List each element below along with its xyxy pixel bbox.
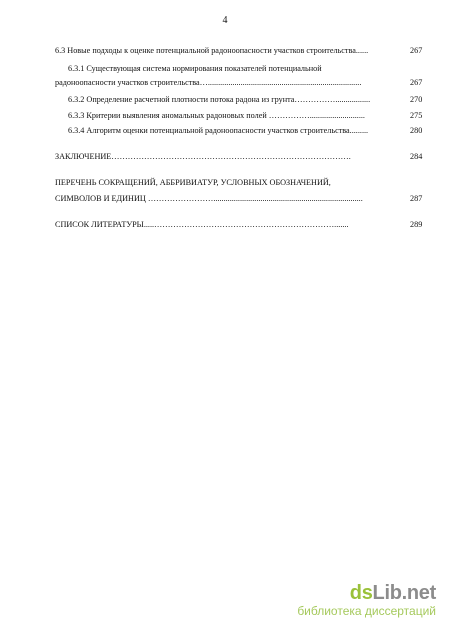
logo-part-ds: ds [349,582,373,604]
toc-entry-page: 280 [410,126,423,135]
toc-entry-page: 267 [410,78,423,87]
toc-entry-title: радоноопасности участков строительства…........................................................................... [55,78,362,87]
toc-entry-title: СИМВОЛОВ И ЕДИНИЦ ……………………......................................................................... [55,194,363,203]
logo-wordmark [297,582,436,604]
logo-tagline: библиотека диссертаций [297,604,436,618]
toc-entry-page: 275 [410,111,423,120]
toc-entry-title: 6.3.3 Критерии выявления аномальных радоновых полей ……………........................... [68,111,365,120]
toc-entry-title: ПЕРЕЧЕНЬ СОКРАЩЕНИЙ, АББРИВИАТУР, УСЛОВНЫХ ОБОЗНАЧЕНИЙ, [55,178,331,187]
toc-entry-page: 284 [410,152,423,161]
page-number: 4 [222,15,228,26]
toc-entry-title: 6.3.4 Алгоритм оценки потенциальной радоноопасности участков строительства......... [68,126,369,135]
toc-entry-title: 6.3.2 Определение расчетной плотности потока радона из грунта……………................. [68,95,371,104]
toc-entry-title: 6.3 Новые подходы к оценке потенциальной радоноопасности участков строительства...... [55,46,369,55]
toc-entry-page: 270 [410,95,423,104]
toc-entry-title: ЗАКЛЮЧЕНИЕ……………………………………………………………………………. [55,152,351,161]
toc-entry-page: 289 [410,220,423,229]
toc-entry-page: 267 [410,46,423,55]
toc-entry-title: 6.3.1 Существующая система нормирования показателей потенциальной [68,64,322,73]
toc-entry-page: 287 [410,194,423,203]
dslib-watermark-logo [297,582,436,618]
logo-part-lib: Lib.net [372,582,436,604]
toc-entry-title: СПИСОК ЛИТЕРАТУРЫ.....…………………………………………………………....... [55,220,349,229]
